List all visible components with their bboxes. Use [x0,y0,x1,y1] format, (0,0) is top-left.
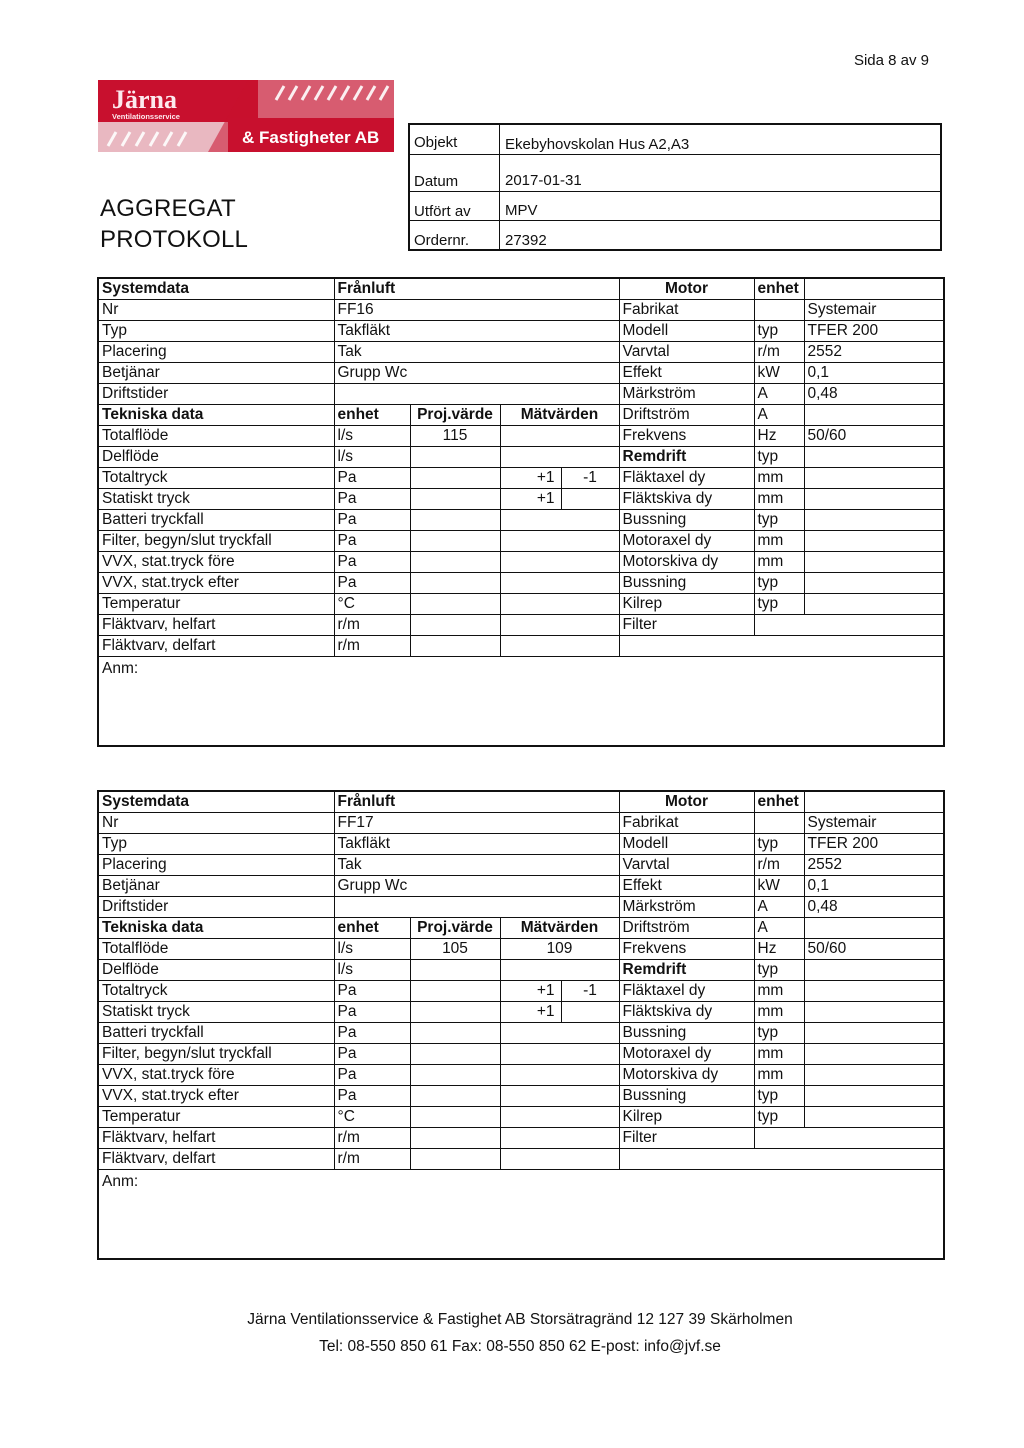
table-cell [500,531,619,552]
table-cell: Fabrikat [619,813,754,834]
table-cell: Bussning [619,1086,754,1107]
table-cell: +1 [500,489,561,510]
table-cell: Typ [98,321,334,342]
table-cell [410,552,500,573]
table-cell: Modell [619,321,754,342]
table-cell [754,300,804,321]
table-cell: +1 [500,468,561,489]
table-cell [410,1128,500,1149]
table-cell [410,1044,500,1065]
table-cell [500,447,619,468]
table-cell: Bussning [619,573,754,594]
table-cell: Pa [334,1044,410,1065]
table-cell: Takfläkt [334,834,619,855]
table-cell [804,573,944,594]
table-cell: mm [754,1065,804,1086]
table-cell: Bussning [619,510,754,531]
table-cell: 115 [410,426,500,447]
header-value-datum: 2017-01-31 [505,172,582,189]
table-cell: 109 [500,939,619,960]
table-row [98,384,944,405]
table-cell [410,981,500,1002]
table-row [98,573,944,594]
table-cell: Grupp Wc [334,363,619,384]
table-row [98,791,944,813]
table-cell: Typ [98,834,334,855]
page-number: Sida 8 av 9 [853,52,929,69]
table-cell [804,918,944,939]
table-cell: A [754,405,804,426]
table-row [98,1170,944,1260]
table-cell [754,615,944,636]
table-cell [410,573,500,594]
table-cell: Totaltryck [98,981,334,1002]
table-cell: Kilrep [619,594,754,615]
table-cell: Temperatur [98,1107,334,1128]
table-cell: FF17 [334,813,619,834]
table-cell: Mätvärden [500,405,619,426]
table-cell [410,468,500,489]
table-cell: -1 [561,468,619,489]
table-cell [410,636,500,657]
footer-address: Järna Ventilationsservice & Fastighet AB Storsätragränd 12 127 39 Skärholmen [247,1311,793,1328]
table-cell: Betjänar [98,876,334,897]
table-row [98,1128,944,1149]
table-cell [561,1002,619,1023]
table-cell: 0,1 [804,363,944,384]
table-cell: typ [754,447,804,468]
table-cell: Fläktskiva dy [619,1002,754,1023]
table-row [98,531,944,552]
table-row [98,834,944,855]
table-cell: VVX, stat.tryck efter [98,1086,334,1107]
table-cell: Motoraxel dy [619,531,754,552]
table-cell [804,468,944,489]
table-cell: Märkström [619,384,754,405]
header-value-ordernr: 27392 [505,232,547,249]
table-cell: Remdrift [619,447,754,468]
table-cell: Fläktvarv, delfart [98,636,334,657]
table-cell: Nr [98,300,334,321]
table-cell: l/s [334,426,410,447]
svg-text:& Fastigheter AB: & Fastigheter AB [242,128,380,147]
table-cell: l/s [334,939,410,960]
table-cell [804,552,944,573]
table-cell [500,426,619,447]
table-cell: Pa [334,510,410,531]
table-cell: Filter [619,1128,754,1149]
table-cell [500,960,619,981]
table-cell: Remdrift [619,960,754,981]
table-cell: Pa [334,981,410,1002]
table-cell [561,489,619,510]
table-cell [500,1086,619,1107]
table-row [98,813,944,834]
table-cell [410,1149,500,1170]
table-cell [804,510,944,531]
table-row [98,1065,944,1086]
table-cell [500,552,619,573]
table-cell: A [754,384,804,405]
table-cell: Statiskt tryck [98,1002,334,1023]
table-row [98,615,944,636]
table-cell: TFER 200 [804,834,944,855]
table-cell: typ [754,594,804,615]
table-cell: +1 [500,981,561,1002]
table-cell: typ [754,1107,804,1128]
table-cell: Frånluft [334,278,619,300]
svg-text:Järna: Järna [112,85,177,114]
table-row [98,405,944,426]
table-cell: enhet [334,405,410,426]
table-row [98,981,944,1002]
table-cell: typ [754,960,804,981]
table-cell [500,615,619,636]
table-cell: Mätvärden [500,918,619,939]
table-row [98,1002,944,1023]
company-logo [98,80,394,152]
table-cell: typ [754,510,804,531]
table-cell [804,791,944,813]
table-cell: Grupp Wc [334,876,619,897]
table-row [98,960,944,981]
table-cell [410,1002,500,1023]
table-cell: Fläktaxel dy [619,981,754,1002]
table-cell: r/m [334,615,410,636]
company-footer [0,1306,1024,1360]
table-cell: r/m [754,342,804,363]
table-row [98,447,944,468]
table-cell [619,636,944,657]
header-rule [410,191,940,192]
table-cell: Frekvens [619,426,754,447]
table-cell: Delflöde [98,960,334,981]
header-divider [499,125,500,249]
table-row [98,1149,944,1170]
table-cell: Fläktvarv, helfart [98,1128,334,1149]
table-cell: Modell [619,834,754,855]
table-row [98,489,944,510]
table-cell: mm [754,981,804,1002]
table-cell: VVX, stat.tryck efter [98,573,334,594]
table-row [98,636,944,657]
table-cell: r/m [334,636,410,657]
table-cell: Pa [334,573,410,594]
table-cell: Varvtal [619,342,754,363]
table-cell: mm [754,1002,804,1023]
table-cell: Motorskiva dy [619,552,754,573]
table-cell: Effekt [619,876,754,897]
table-cell: +1 [500,1002,561,1023]
table-cell: Kilrep [619,1107,754,1128]
table-cell: Delflöde [98,447,334,468]
table-row [98,1107,944,1128]
table-cell: Motor [619,278,754,300]
table-row [98,594,944,615]
table-cell: Fläktvarv, delfart [98,1149,334,1170]
table-cell: Pa [334,1023,410,1044]
table-cell: Betjänar [98,363,334,384]
table-cell: Driftström [619,918,754,939]
table-cell: enhet [754,278,804,300]
table-cell: mm [754,552,804,573]
table-cell: Varvtal [619,855,754,876]
table-cell [804,1002,944,1023]
table-cell [500,1128,619,1149]
table-row [98,552,944,573]
table-cell: Pa [334,531,410,552]
table-cell: TFER 200 [804,321,944,342]
table-cell [754,1128,944,1149]
table-cell: Driftström [619,405,754,426]
table-cell [410,531,500,552]
table-cell: typ [754,573,804,594]
table-cell [410,615,500,636]
header-label-datum: Datum [414,173,459,190]
table-cell: enhet [334,918,410,939]
table-cell [804,1044,944,1065]
table-cell: A [754,918,804,939]
table-cell: Effekt [619,363,754,384]
table-cell [500,1107,619,1128]
table-cell [804,278,944,300]
table-cell [410,594,500,615]
table-cell: mm [754,468,804,489]
table-cell: kW [754,876,804,897]
table-cell [500,1149,619,1170]
header-label-utfort: Utfört av [414,203,471,220]
table-cell: Driftstider [98,384,334,405]
table-cell: Systemdata [98,791,334,813]
header-value-utfort: MPV [505,202,538,219]
table-cell [410,1107,500,1128]
table-cell: Batteri tryckfall [98,1023,334,1044]
protocol-title [100,193,248,255]
table-cell [804,981,944,1002]
table-row [98,342,944,363]
table-cell: Pa [334,1065,410,1086]
table-cell: typ [754,1086,804,1107]
table-cell: mm [754,489,804,510]
table-cell [619,1149,944,1170]
table-cell: Pa [334,489,410,510]
table-cell: Statiskt tryck [98,489,334,510]
anm-remarks-cell: Anm: [98,657,944,747]
table-cell: mm [754,531,804,552]
table-cell [804,531,944,552]
table-cell: Driftstider [98,897,334,918]
table-cell: 0,1 [804,876,944,897]
title-line-1: AGGREGAT [100,195,236,222]
table-cell: °C [334,1107,410,1128]
table-cell: Placering [98,342,334,363]
table-cell: Totalflöde [98,939,334,960]
table-cell [500,573,619,594]
table-row [98,918,944,939]
header-rule [410,154,940,155]
table-cell: Motorskiva dy [619,1065,754,1086]
header-rule [410,220,940,221]
footer-contact: Tel: 08-550 850 61 Fax: 08-550 850 62 E-post: info@jvf.se [319,1338,721,1355]
table-cell: Takfläkt [334,321,619,342]
table-cell: Bussning [619,1023,754,1044]
table-cell [410,960,500,981]
table-cell: Pa [334,1002,410,1023]
table-row [98,1044,944,1065]
order-header-box [408,123,942,251]
table-row [98,468,944,489]
anm-remarks-cell: Anm: [98,1170,944,1260]
table-cell [500,1044,619,1065]
table-cell: °C [334,594,410,615]
table-cell: 105 [410,939,500,960]
table-cell [334,897,619,918]
table-row [98,657,944,747]
table-cell: -1 [561,981,619,1002]
table-cell: 2552 [804,855,944,876]
table-cell [410,447,500,468]
table-cell: Motoraxel dy [619,1044,754,1065]
table-cell: typ [754,834,804,855]
header-value-objekt: Ekebyhovskolan Hus A2,A3 [505,136,690,153]
table-cell: r/m [334,1128,410,1149]
table-cell [500,1023,619,1044]
table-cell [410,489,500,510]
table-cell: r/m [754,855,804,876]
table-cell: Proj.värde [410,405,500,426]
table-cell: Totaltryck [98,468,334,489]
table-row [98,1086,944,1107]
table-row [98,300,944,321]
table-cell: 0,48 [804,897,944,918]
table-cell: 2552 [804,342,944,363]
table-cell: VVX, stat.tryck före [98,552,334,573]
table-cell [334,384,619,405]
table-cell: VVX, stat.tryck före [98,1065,334,1086]
title-line-2: PROTOKOLL [100,226,249,253]
table-cell: Pa [334,552,410,573]
table-cell: typ [754,1023,804,1044]
table-cell [804,960,944,981]
aggregate-protocol-table-2 [97,790,945,1260]
table-cell: Motor [619,791,754,813]
table-row [98,855,944,876]
table-cell [804,447,944,468]
table-cell: Fläktskiva dy [619,489,754,510]
table-cell: Hz [754,939,804,960]
table-cell [754,813,804,834]
aggregate-protocol-table-1 [97,277,945,747]
table-cell: Tak [334,855,619,876]
header-label-objekt: Objekt [414,134,458,151]
table-cell: l/s [334,960,410,981]
table-cell [804,1107,944,1128]
table-cell: 0,48 [804,384,944,405]
table-cell [410,1065,500,1086]
table-cell: Frekvens [619,939,754,960]
table-row [98,363,944,384]
table-cell: mm [754,1044,804,1065]
header-label-ordernr: Ordernr. [414,232,470,249]
table-cell: typ [754,321,804,342]
table-row [98,897,944,918]
table-cell: Märkström [619,897,754,918]
table-cell: l/s [334,447,410,468]
table-cell: Tak [334,342,619,363]
table-cell [410,1023,500,1044]
table-row [98,876,944,897]
table-cell [500,594,619,615]
table-row [98,939,944,960]
table-cell: Temperatur [98,594,334,615]
table-row [98,1023,944,1044]
table-cell: Systemdata [98,278,334,300]
table-cell [804,594,944,615]
table-row [98,278,944,300]
table-cell: Systemair [804,300,944,321]
table-cell [804,405,944,426]
table-cell: Hz [754,426,804,447]
table-cell: Systemair [804,813,944,834]
table-cell: 50/60 [804,939,944,960]
table-cell: Fläktvarv, helfart [98,615,334,636]
table-cell [410,510,500,531]
table-cell: Pa [334,468,410,489]
table-cell: Pa [334,1086,410,1107]
table-cell: Filter, begyn/slut tryckfall [98,1044,334,1065]
table-cell: Tekniska data [98,405,334,426]
table-cell [500,510,619,531]
table-cell: Fabrikat [619,300,754,321]
table-cell: Filter [619,615,754,636]
table-cell: Batteri tryckfall [98,510,334,531]
svg-text:Ventilationsservice: Ventilationsservice [112,112,180,121]
table-cell [410,1086,500,1107]
table-cell [500,636,619,657]
table-cell: Placering [98,855,334,876]
table-cell [804,1023,944,1044]
table-cell: Tekniska data [98,918,334,939]
table-cell [804,1086,944,1107]
table-cell: r/m [334,1149,410,1170]
table-cell: Totalflöde [98,426,334,447]
table-cell [500,1065,619,1086]
table-row [98,426,944,447]
table-cell: Nr [98,813,334,834]
table-row [98,321,944,342]
table-cell: 50/60 [804,426,944,447]
table-cell: Filter, begyn/slut tryckfall [98,531,334,552]
table-cell: FF16 [334,300,619,321]
table-row [98,510,944,531]
table-cell [804,489,944,510]
table-cell: kW [754,363,804,384]
table-cell: Fläktaxel dy [619,468,754,489]
table-cell: Frånluft [334,791,619,813]
table-cell [804,1065,944,1086]
table-cell: Proj.värde [410,918,500,939]
table-cell: enhet [754,791,804,813]
table-cell: A [754,897,804,918]
